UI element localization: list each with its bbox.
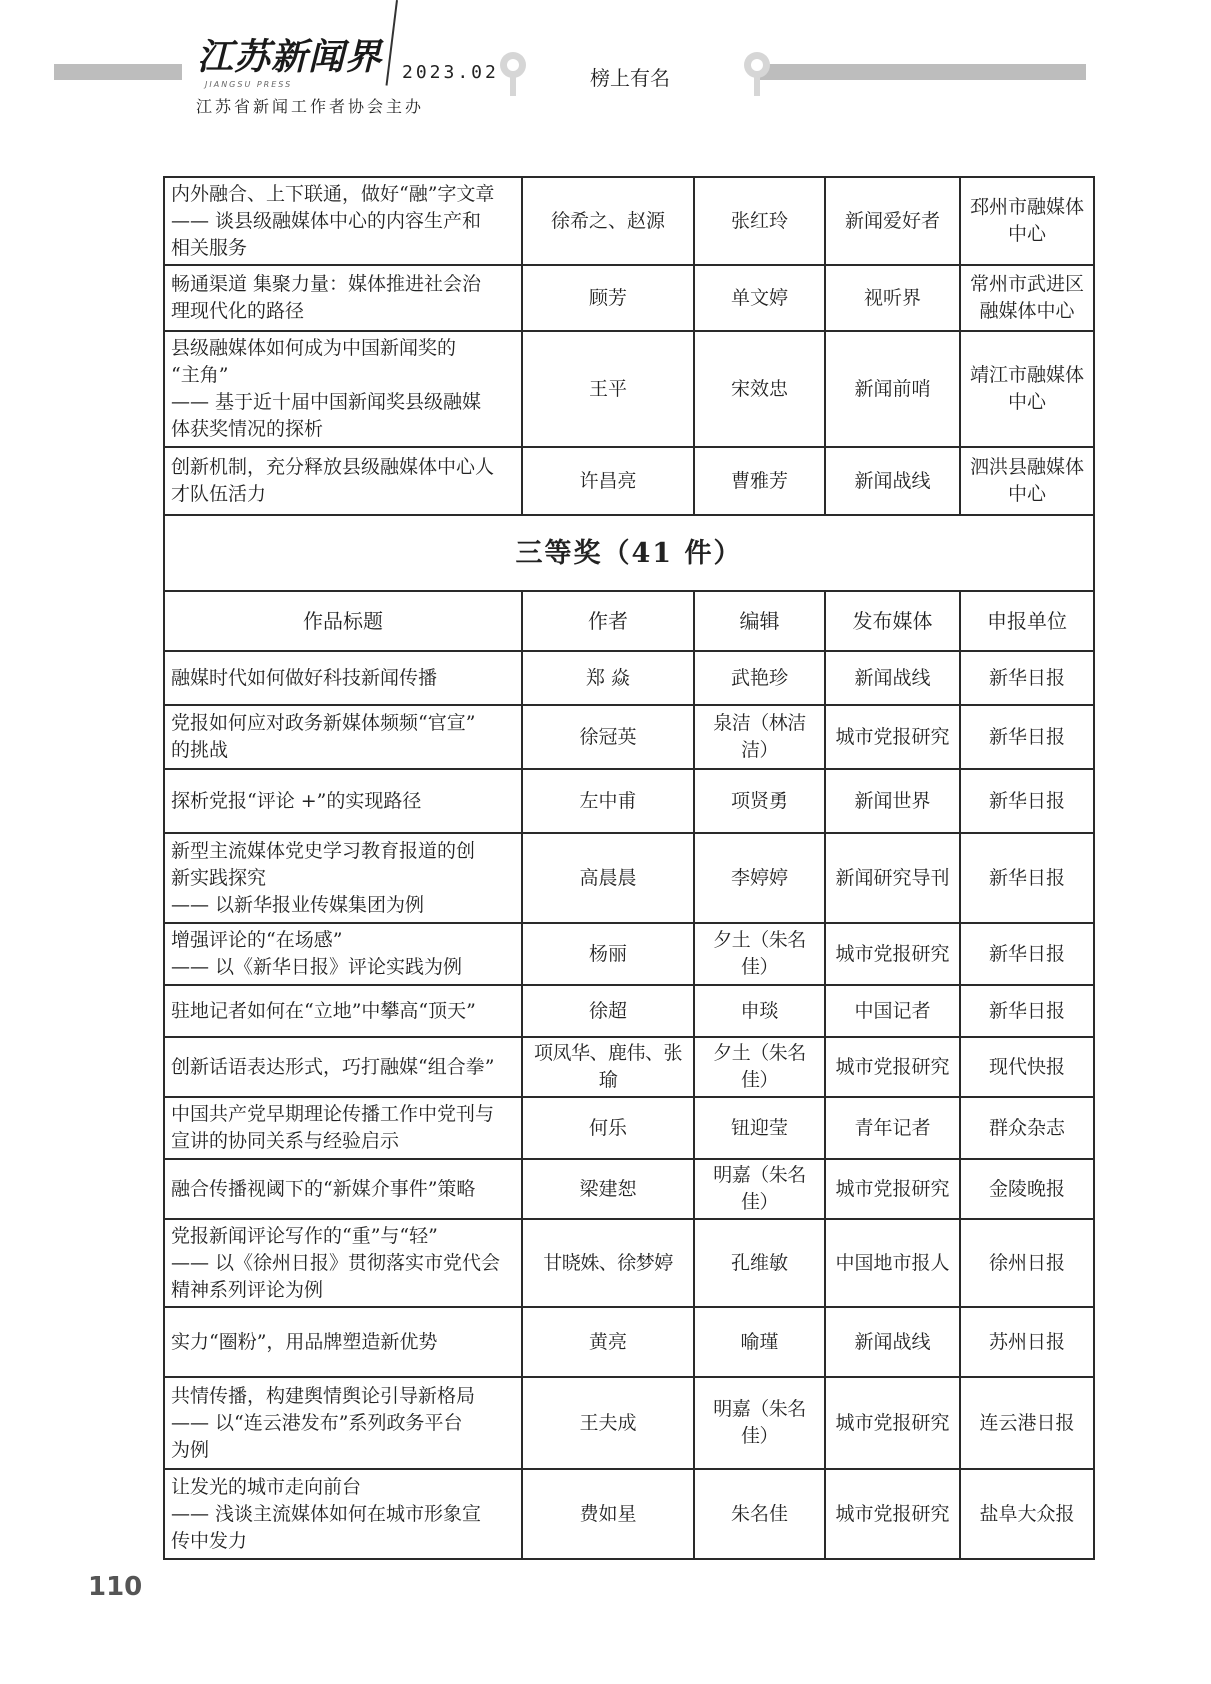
entry-title xyxy=(164,705,522,769)
section-title: 榜上有名 xyxy=(590,66,670,90)
entry-media: 城市党报研究 xyxy=(825,1469,960,1559)
entry-editor: 明嘉（朱名佳） xyxy=(694,1159,825,1219)
third-prize-rows xyxy=(164,651,1094,1559)
header-bar-left xyxy=(54,64,182,80)
entry-title-line: 传中发力 xyxy=(171,1529,248,1552)
entry-unit xyxy=(960,651,1094,705)
column-header-author: 作者 xyxy=(522,591,694,651)
entry-title-line: —— 以《新华日报》评论实践为例 xyxy=(171,956,463,978)
entry-unit-line: 新华日报 xyxy=(988,666,1065,689)
entry-unit-line: 新华日报 xyxy=(988,942,1065,965)
table-row xyxy=(164,265,1094,331)
entry-title-line: 宣讲的协同关系与经验启示 xyxy=(171,1130,400,1152)
entry-editor: 李婷婷 xyxy=(694,833,825,923)
entry-title-line: “主角” xyxy=(171,364,229,386)
entry-author: 顾芳 xyxy=(522,265,694,331)
entry-title xyxy=(164,1037,522,1097)
entry-unit xyxy=(960,985,1094,1037)
entry-title-line: 让发光的城市走向前台 xyxy=(171,1475,362,1498)
entry-title-line: 增强评论的“在场感” xyxy=(171,929,343,951)
pin-icon xyxy=(496,50,530,98)
organizer: 江苏省新闻工作者协会主办 xyxy=(196,97,425,116)
entry-title-line: 探析党报“评论 +”的实现路径 xyxy=(171,789,422,812)
entry-media: 城市党报研究 xyxy=(825,1159,960,1219)
entry-media: 新闻战线 xyxy=(825,1307,960,1377)
entry-author: 甘晓姝、徐梦婷 xyxy=(522,1219,694,1307)
table-row xyxy=(164,985,1094,1037)
entry-unit-line: 新华日报 xyxy=(988,789,1065,812)
entry-unit-line: 中心 xyxy=(1007,483,1046,505)
entry-editor: 孔维敏 xyxy=(694,1219,825,1307)
entry-title xyxy=(164,1097,522,1159)
entry-unit-line: 泗洪县融媒体 xyxy=(969,456,1084,478)
entry-unit xyxy=(960,1097,1094,1159)
entry-unit xyxy=(960,1159,1094,1219)
table-row xyxy=(164,923,1094,985)
table-row xyxy=(164,1307,1094,1377)
table-row xyxy=(164,651,1094,705)
entry-unit-line: 新华日报 xyxy=(988,866,1065,889)
entry-author: 王平 xyxy=(522,331,694,447)
entry-title-line: 新实践探究 xyxy=(171,866,267,889)
entry-title-line: 相关服务 xyxy=(171,236,248,259)
entry-unit-line: 邳州市融媒体 xyxy=(969,196,1084,218)
entry-title-line: 体获奖情况的探析 xyxy=(171,418,324,440)
pin-icon xyxy=(740,50,774,98)
entry-author: 黄亮 xyxy=(522,1307,694,1377)
entry-media: 新闻爱好者 xyxy=(825,177,960,265)
entry-author: 高晨晨 xyxy=(522,833,694,923)
entry-unit xyxy=(960,331,1094,447)
entry-title-line: 共情传播，构建舆情舆论引导新格局 xyxy=(171,1384,476,1407)
table-row xyxy=(164,769,1094,833)
entry-editor: 夕土（朱名佳） xyxy=(694,923,825,985)
entry-media: 城市党报研究 xyxy=(825,705,960,769)
entry-unit-line: 现代快报 xyxy=(988,1055,1065,1078)
table-row xyxy=(164,833,1094,923)
entry-author: 项凤华、鹿伟、张瑜 xyxy=(522,1037,694,1097)
entry-title-line: 才队伍活力 xyxy=(171,483,267,505)
entry-title xyxy=(164,651,522,705)
entry-unit-line: 连云港日报 xyxy=(979,1411,1075,1434)
entry-unit xyxy=(960,1219,1094,1307)
table-row xyxy=(164,1097,1094,1159)
entry-editor: 申琰 xyxy=(694,985,825,1037)
entry-media: 新闻研究导刊 xyxy=(825,833,960,923)
entry-author: 徐冠英 xyxy=(522,705,694,769)
entry-editor: 夕土（朱名佳） xyxy=(694,1037,825,1097)
entry-title-line: 创新话语表达形式，巧打融媒“组合拳” xyxy=(171,1055,495,1078)
entry-editor: 单文婷 xyxy=(694,265,825,331)
entry-author: 郑 焱 xyxy=(522,651,694,705)
table-row xyxy=(164,1469,1094,1559)
prize-heading-row xyxy=(164,515,1094,591)
entry-author: 许昌亮 xyxy=(522,447,694,515)
entry-title-line: —— 以“连云港发布”系列政务平台 xyxy=(171,1411,463,1434)
entry-title xyxy=(164,265,522,331)
entry-title xyxy=(164,769,522,833)
entry-author: 费如星 xyxy=(522,1469,694,1559)
entry-unit-line: 群众杂志 xyxy=(988,1116,1065,1139)
entry-title-line: 为例 xyxy=(171,1438,210,1461)
entry-author: 杨丽 xyxy=(522,923,694,985)
entry-media: 中国记者 xyxy=(825,985,960,1037)
entry-editor: 泉洁（林洁洁） xyxy=(694,705,825,769)
page-number: 110 xyxy=(88,1572,143,1602)
entry-media: 青年记者 xyxy=(825,1097,960,1159)
entry-title-line: 融媒时代如何做好科技新闻传播 xyxy=(171,666,438,689)
entry-media: 城市党报研究 xyxy=(825,1377,960,1469)
entry-title-line: 融合传播视阈下的“新媒介事件”策略 xyxy=(171,1177,476,1200)
entry-unit-line: 常州市武进区 xyxy=(969,273,1084,295)
column-header-media: 发布媒体 xyxy=(825,591,960,651)
header-bar-right xyxy=(760,64,1086,80)
entry-author: 徐希之、赵源 xyxy=(522,177,694,265)
prize-heading: 三等奖（41 件） xyxy=(164,515,1094,591)
column-header-editor: 编辑 xyxy=(694,591,825,651)
entry-author: 徐超 xyxy=(522,985,694,1037)
entry-editor: 朱名佳 xyxy=(694,1469,825,1559)
entry-title xyxy=(164,447,522,515)
entry-editor: 项贤勇 xyxy=(694,769,825,833)
entry-unit-line: 新华日报 xyxy=(988,725,1065,748)
third-prize-section xyxy=(164,515,1094,651)
entry-title-line: 理现代化的路径 xyxy=(171,300,305,322)
entry-title-line: 驻地记者如何在“立地”中攀高“顶天” xyxy=(171,999,476,1022)
entry-media: 新闻战线 xyxy=(825,447,960,515)
entry-media: 新闻世界 xyxy=(825,769,960,833)
entry-title xyxy=(164,1159,522,1219)
column-header-unit: 申报单位 xyxy=(960,591,1094,651)
table-row xyxy=(164,1159,1094,1219)
entry-title-line: —— 浅谈主流媒体如何在城市形象宣 xyxy=(171,1502,482,1525)
entry-title-line: —— 谈县级融媒体中心的内容生产和 xyxy=(171,209,482,232)
entry-unit xyxy=(960,265,1094,331)
entry-editor: 明嘉（朱名佳） xyxy=(694,1377,825,1469)
entry-editor: 喻瑾 xyxy=(694,1307,825,1377)
entry-unit-line: 中心 xyxy=(1007,223,1046,245)
entry-title-line: 精神系列评论为例 xyxy=(171,1278,324,1301)
issue-number: 2023.02 xyxy=(402,62,499,83)
entry-unit-line: 融媒体中心 xyxy=(979,300,1075,322)
entry-media: 新闻前哨 xyxy=(825,331,960,447)
entry-unit xyxy=(960,1307,1094,1377)
magazine-logo-subtitle: JIANGSU PRESS xyxy=(205,80,293,89)
entry-unit xyxy=(960,705,1094,769)
entry-editor: 宋效忠 xyxy=(694,331,825,447)
entry-title xyxy=(164,1307,522,1377)
entry-title xyxy=(164,1377,522,1469)
entry-title-line: 实力“圈粉”，用品牌塑造新优势 xyxy=(171,1330,438,1353)
entry-unit-line: 新华日报 xyxy=(988,999,1065,1022)
entry-title xyxy=(164,985,522,1037)
entry-title-line: 畅通渠道 集聚力量：媒体推进社会治 xyxy=(171,273,482,295)
entry-unit xyxy=(960,447,1094,515)
table-row xyxy=(164,1219,1094,1307)
entry-title xyxy=(164,923,522,985)
table-row xyxy=(164,1377,1094,1469)
entry-title xyxy=(164,1219,522,1307)
entry-author: 左中甫 xyxy=(522,769,694,833)
entry-author: 王夫成 xyxy=(522,1377,694,1469)
table-row xyxy=(164,705,1094,769)
entry-unit-line: 盐阜大众报 xyxy=(979,1502,1075,1525)
entry-unit xyxy=(960,1037,1094,1097)
entry-unit xyxy=(960,769,1094,833)
table-row xyxy=(164,1037,1094,1097)
entry-media: 新闻战线 xyxy=(825,651,960,705)
entry-author: 何乐 xyxy=(522,1097,694,1159)
header-divider xyxy=(386,0,398,86)
entry-editor: 钮迎莹 xyxy=(694,1097,825,1159)
entry-author: 梁建恕 xyxy=(522,1159,694,1219)
entry-title-line: 县级融媒体如何成为中国新闻奖的 xyxy=(171,337,457,359)
entry-unit xyxy=(960,1469,1094,1559)
table-row xyxy=(164,331,1094,447)
entry-title-line: 内外融合、上下联通，做好“融”字文章 xyxy=(171,182,495,205)
column-header-row xyxy=(164,591,1094,651)
table-row xyxy=(164,177,1094,265)
table-row xyxy=(164,447,1094,515)
entry-title-line: 新型主流媒体党史学习教育报道的创 xyxy=(171,839,476,862)
entry-unit-line: 徐州日报 xyxy=(988,1251,1065,1274)
entry-unit-line: 苏州日报 xyxy=(988,1330,1065,1353)
entry-title-line: 党报新闻评论写作的“重”与“轻” xyxy=(171,1224,438,1247)
magazine-logo: 江苏新闻界 xyxy=(197,37,383,78)
entry-unit xyxy=(960,1377,1094,1469)
entry-unit-line: 中心 xyxy=(1007,391,1046,413)
entry-title xyxy=(164,833,522,923)
entry-unit xyxy=(960,177,1094,265)
entry-media: 城市党报研究 xyxy=(825,1037,960,1097)
column-header-title: 作品标题 xyxy=(164,591,522,651)
entry-unit-line: 靖江市融媒体 xyxy=(969,364,1084,386)
awards-table xyxy=(163,176,1095,1560)
second-prize-continuation xyxy=(164,177,1094,515)
entry-title-line: 中国共产党早期理论传播工作中党刊与 xyxy=(171,1103,495,1125)
entry-title-line: 党报如何应对政务新媒体频频“官宣” xyxy=(171,712,476,734)
entry-unit xyxy=(960,923,1094,985)
entry-title-line: —— 以《徐州日报》贯彻落实市党代会 xyxy=(171,1251,501,1274)
entry-unit-line: 金陵晚报 xyxy=(988,1177,1065,1200)
entry-title xyxy=(164,1469,522,1559)
entry-title xyxy=(164,177,522,265)
entry-media: 中国地市报人 xyxy=(825,1219,960,1307)
entry-unit xyxy=(960,833,1094,923)
entry-media: 视听界 xyxy=(825,265,960,331)
entry-title-line: 的挑战 xyxy=(171,739,229,761)
entry-media: 城市党报研究 xyxy=(825,923,960,985)
entry-title-line: —— 以新华报业传媒集团为例 xyxy=(171,893,425,916)
entry-title-line: —— 基于近十届中国新闻奖县级融媒 xyxy=(171,391,482,413)
entry-editor: 武艳珍 xyxy=(694,651,825,705)
entry-editor: 曹雅芳 xyxy=(694,447,825,515)
entry-title xyxy=(164,331,522,447)
entry-editor: 张红玲 xyxy=(694,177,825,265)
entry-title-line: 创新机制，充分释放县级融媒体中心人 xyxy=(171,456,495,478)
